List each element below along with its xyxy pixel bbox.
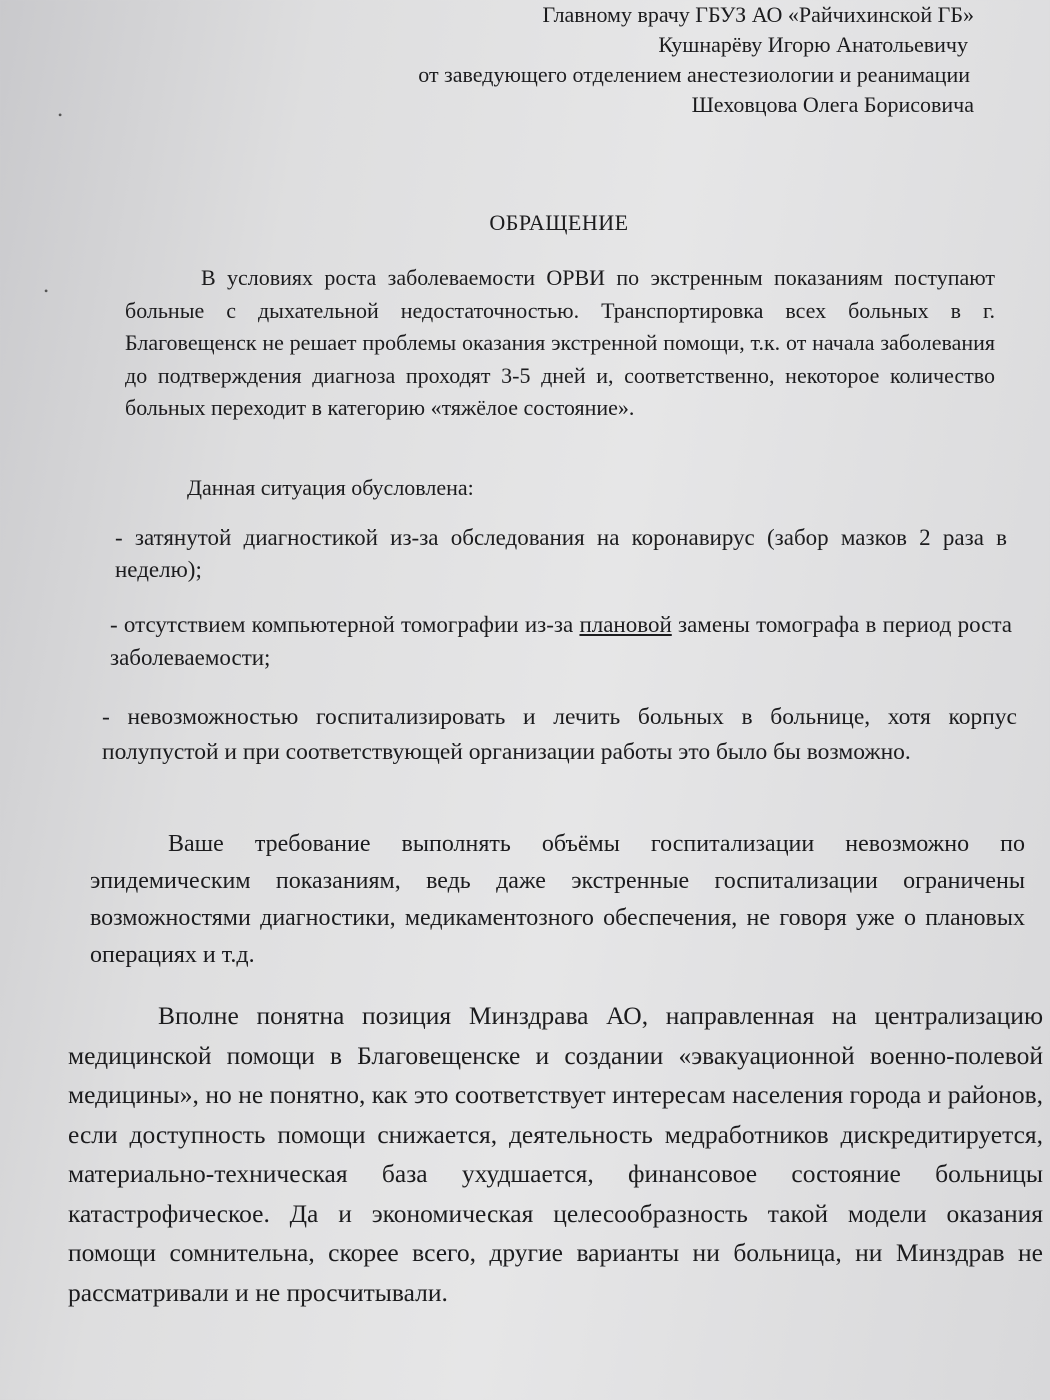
paragraph-requirement: Ваше требование выполнять объёмы госпитализации невозможно по эпидемическим показаниям, ведь даже экстренные госпитализации ограничены возможностями диагностики, медикаментозного обеспечения, не говоря уже о плановых операциях и т.д.	[90, 831, 1025, 968]
addressee-name: Кушнарёву Игорю Анатольевичу	[658, 32, 968, 57]
underlined-word: плановой	[579, 612, 672, 637]
addressee-block	[334, 0, 974, 120]
paper-speck: •	[44, 284, 49, 298]
cause-item-tomography	[110, 608, 1012, 674]
tomography-text-start: - отсутствием компьютерной томографии из-за	[110, 612, 580, 637]
tomography-text-end: замены томографа в период роста заболеваемости;	[110, 612, 1013, 670]
cause-item-hospitalization: - невозможностью госпитализировать и лечить больных в больнице, хотя корпус полупустой и при соответствующей организации работы это было бы возможно.	[102, 704, 1017, 765]
paragraph-intro: В условиях роста заболеваемости ОРВИ по экстренным показаниям поступают больные с дыхательной недостаточностью. Транспортировка всех больных в г. Благовещенск не решает проблемы оказания экстренной помощи, т.к. от начала заболевания до подтверждения диагноза проходят 3-5 дней и, соответственно, некоторое количество больных переходит в категорию «тяжёлое состояние».	[125, 265, 995, 420]
cause-item-diagnostics: - затянутой диагностикой из-за обследования на коронавирус (забор мазков 2 раза в неделю);	[115, 525, 1007, 582]
sender-name: Шеховцова Олега Борисовича	[691, 92, 974, 117]
paragraph-ministry-position: Вполне понятна позиция Минздрава АО, направленная на централизацию медицинской помощи в Благовещенске и создании «эвакуационной военно-полевой медицины», но не понятно, как это соответствует интересам населения города и районов, если доступность помощи снижается, деятельность медработников дискредитируется, материально-техническая база ухудшается, финансовое состояние больницы катастрофическое. Да и экономическая целесообразность такой модели оказания помощи сомнительна, скорее всего, другие варианты ни больница, ни Минздрав не рассматривали и не просчитывали.	[68, 1001, 1043, 1307]
sender-position: от заведующего отделением анестезиологии и реанимации	[418, 62, 970, 87]
addressee-line: Главному врачу ГБУЗ АО «Райчихинской ГБ»	[542, 2, 974, 27]
document-title: ОБРАЩЕНИЕ	[489, 210, 629, 235]
paragraph-cause-heading: Данная ситуация обусловлена:	[187, 475, 474, 500]
paper-speck: •	[58, 108, 63, 122]
